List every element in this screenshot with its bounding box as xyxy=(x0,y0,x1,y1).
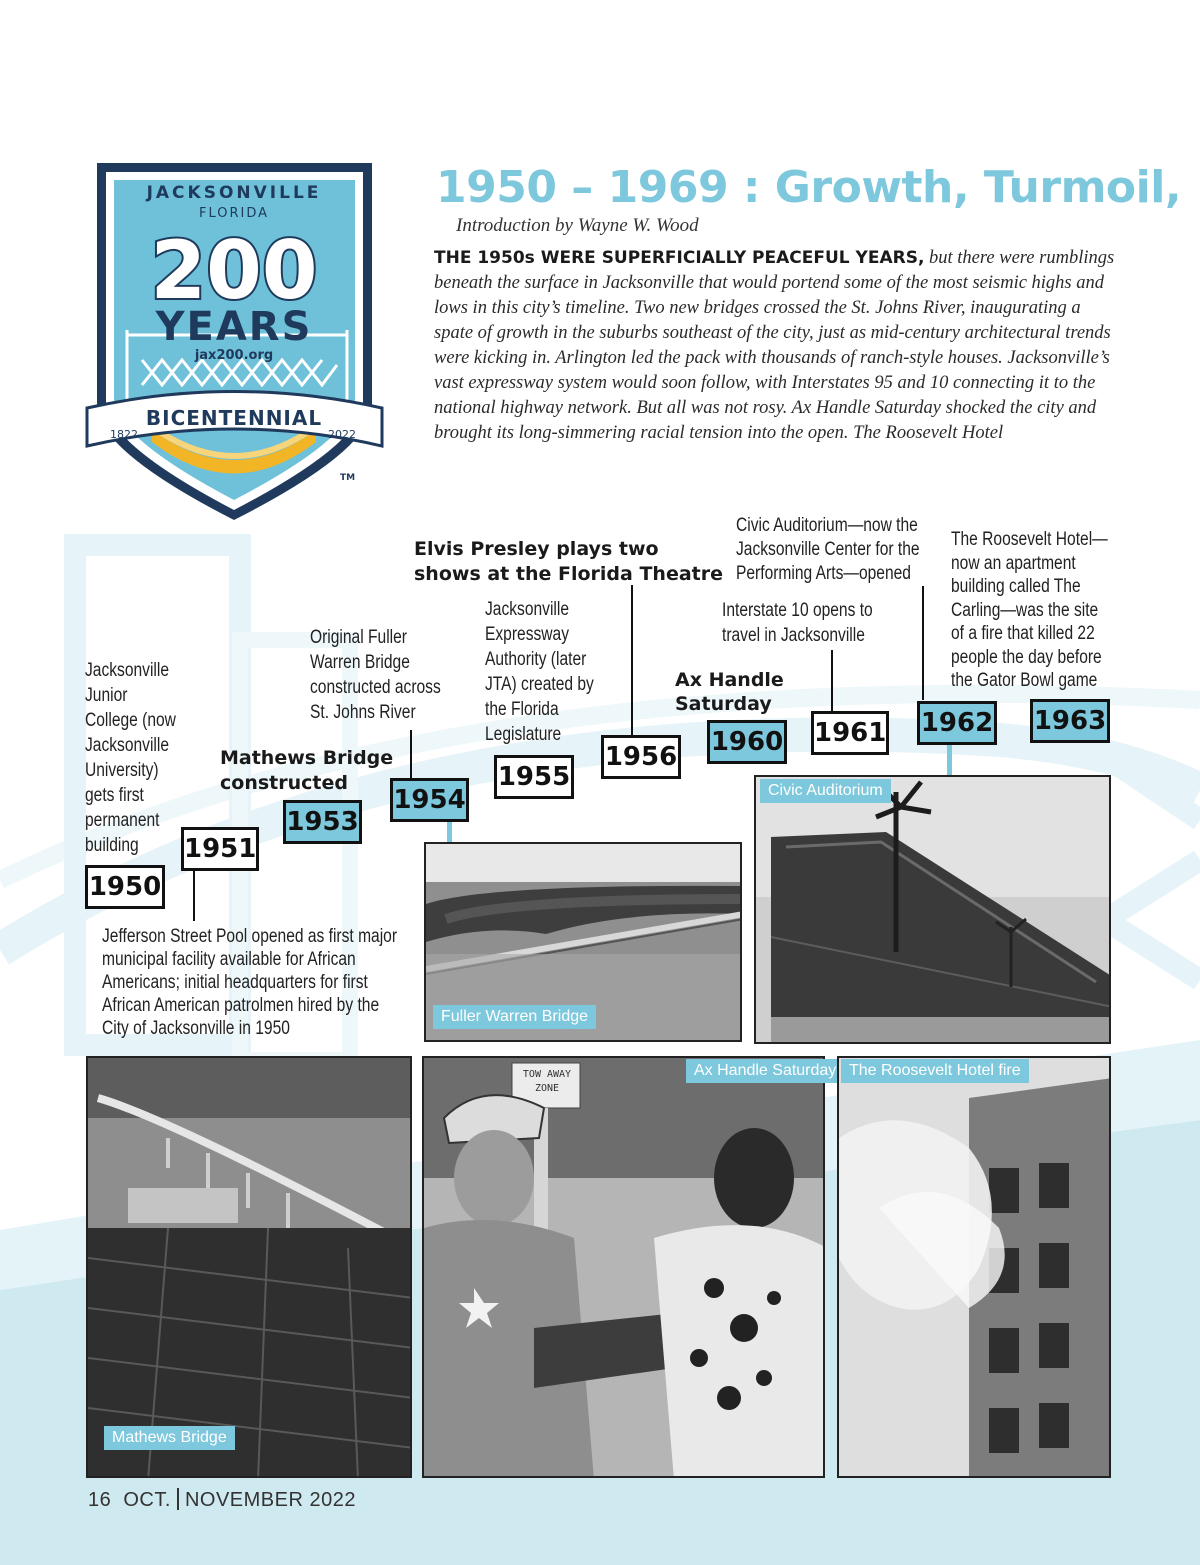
caption-fuller-warren: Fuller Warren Bridge xyxy=(433,1005,596,1029)
bicentennial-logo xyxy=(82,160,392,525)
logo-trademark: TM xyxy=(340,473,356,483)
year-1953: 1953 xyxy=(283,800,362,844)
year-1961: 1961 xyxy=(811,711,889,755)
page-number: 16 xyxy=(88,1489,112,1511)
connector-1956 xyxy=(631,585,633,737)
issue-month-a: OCT. xyxy=(123,1489,171,1511)
event-1962-text: Civic Auditorium—now the Jacksonville Center for the Performing Arts—opened xyxy=(736,515,920,584)
event-1950-text: Jacksonville Junior College (now Jacksonville University) gets first permanent building xyxy=(85,660,176,856)
event-1956-text: Elvis Presley plays two shows at the Florida Theatre xyxy=(414,538,723,585)
year-1955: 1955 xyxy=(494,755,574,799)
year-1956: 1956 xyxy=(601,735,681,779)
page-footer xyxy=(88,1488,356,1512)
photo-civic-auditorium xyxy=(754,775,1111,1044)
photo-mathews-bridge xyxy=(86,1056,412,1478)
logo-state: FLORIDA xyxy=(198,206,270,221)
event-1954-text: Original Fuller Warren Bridge constructed across St. Johns River xyxy=(310,627,441,723)
photo-ax-handle-saturday xyxy=(422,1056,825,1478)
event-1960-text: Ax Handle Saturday xyxy=(675,669,784,715)
logo-year-end: 2022 xyxy=(328,428,356,441)
intro-lead: THE 1950s WERE SUPERFICIALLY PEACEFUL YEARS, xyxy=(434,248,925,268)
page-title: 1950 – 1969 : Growth, Turmoil, xyxy=(436,162,1182,213)
logo-url: jax200.org xyxy=(194,348,274,363)
year-1960: 1960 xyxy=(707,720,787,764)
caption-mathews: Mathews Bridge xyxy=(104,1426,235,1450)
photo-roosevelt-hotel-fire xyxy=(837,1056,1111,1478)
year-1954: 1954 xyxy=(390,778,469,822)
logo-year-start: 1822 xyxy=(110,428,138,441)
event-1961-text: Interstate 10 opens to travel in Jacksonville xyxy=(722,600,873,646)
connector-1951 xyxy=(193,869,195,921)
event-1953-text: Mathews Bridge constructed xyxy=(220,747,394,794)
year-1950: 1950 xyxy=(85,865,165,909)
logo-city: JACKSONVILLE xyxy=(146,183,322,203)
logo-word: YEARS xyxy=(155,304,313,350)
caption-civic-auditorium: Civic Auditorium xyxy=(760,779,891,803)
connector-1961 xyxy=(831,650,833,712)
connector-1962 xyxy=(922,586,924,700)
logo-banner: BICENTENNIAL xyxy=(145,406,323,430)
event-1963-text: The Roosevelt Hotel—now an apartment building called The Carling—was the site of a fire that killed 22 people the day before the Gator Bowl game xyxy=(951,529,1108,691)
event-1951-text: Jefferson Street Pool opened as first major municipal facility available for African Americans; initial headquarters for first African American patrolmen hired by the City of Jacksonville in 1950 xyxy=(102,926,398,1039)
intro-body: but there were rumblings beneath the surface in Jacksonville that would portend some of the most seismic highs and lows in this city’s timeline. Two new bridges crossed the St. Johns River, inaugurating a spate of growth in the suburbs southeast of the city, just as mid-century architectural trends were kicking in. Arlington led the pack with thousands of ranch-style houses. Jacksonville’s vast expressway system would soon follow, with Interstates 95 and 10 connecting it to the national highway network. But all was not rosy. Ax Handle Saturday shocked the city and brought its long-simmering racial tension into the open. The Roosevelt Hotel xyxy=(434,248,1115,443)
event-1955-text: Jacksonville Expressway Authority (later JTA) created by the Florida Legislature xyxy=(485,599,594,745)
issue-month-b: NOVEMBER 2022 xyxy=(184,1489,356,1511)
year-1962: 1962 xyxy=(917,701,997,745)
caption-roosevelt: The Roosevelt Hotel fire xyxy=(841,1059,1029,1083)
caption-ax-handle: Ax Handle Saturday xyxy=(686,1059,844,1083)
year-1963: 1963 xyxy=(1030,699,1110,743)
intro-paragraph xyxy=(434,246,1124,446)
byline: Introduction by Wayne W. Wood xyxy=(456,215,699,236)
logo-number: 200 xyxy=(150,224,318,317)
photo-sign-text: TOW AWAY ZONE xyxy=(522,1069,572,1094)
footer-divider xyxy=(177,1488,179,1510)
year-1951: 1951 xyxy=(181,827,259,871)
connector-1954 xyxy=(410,730,412,778)
